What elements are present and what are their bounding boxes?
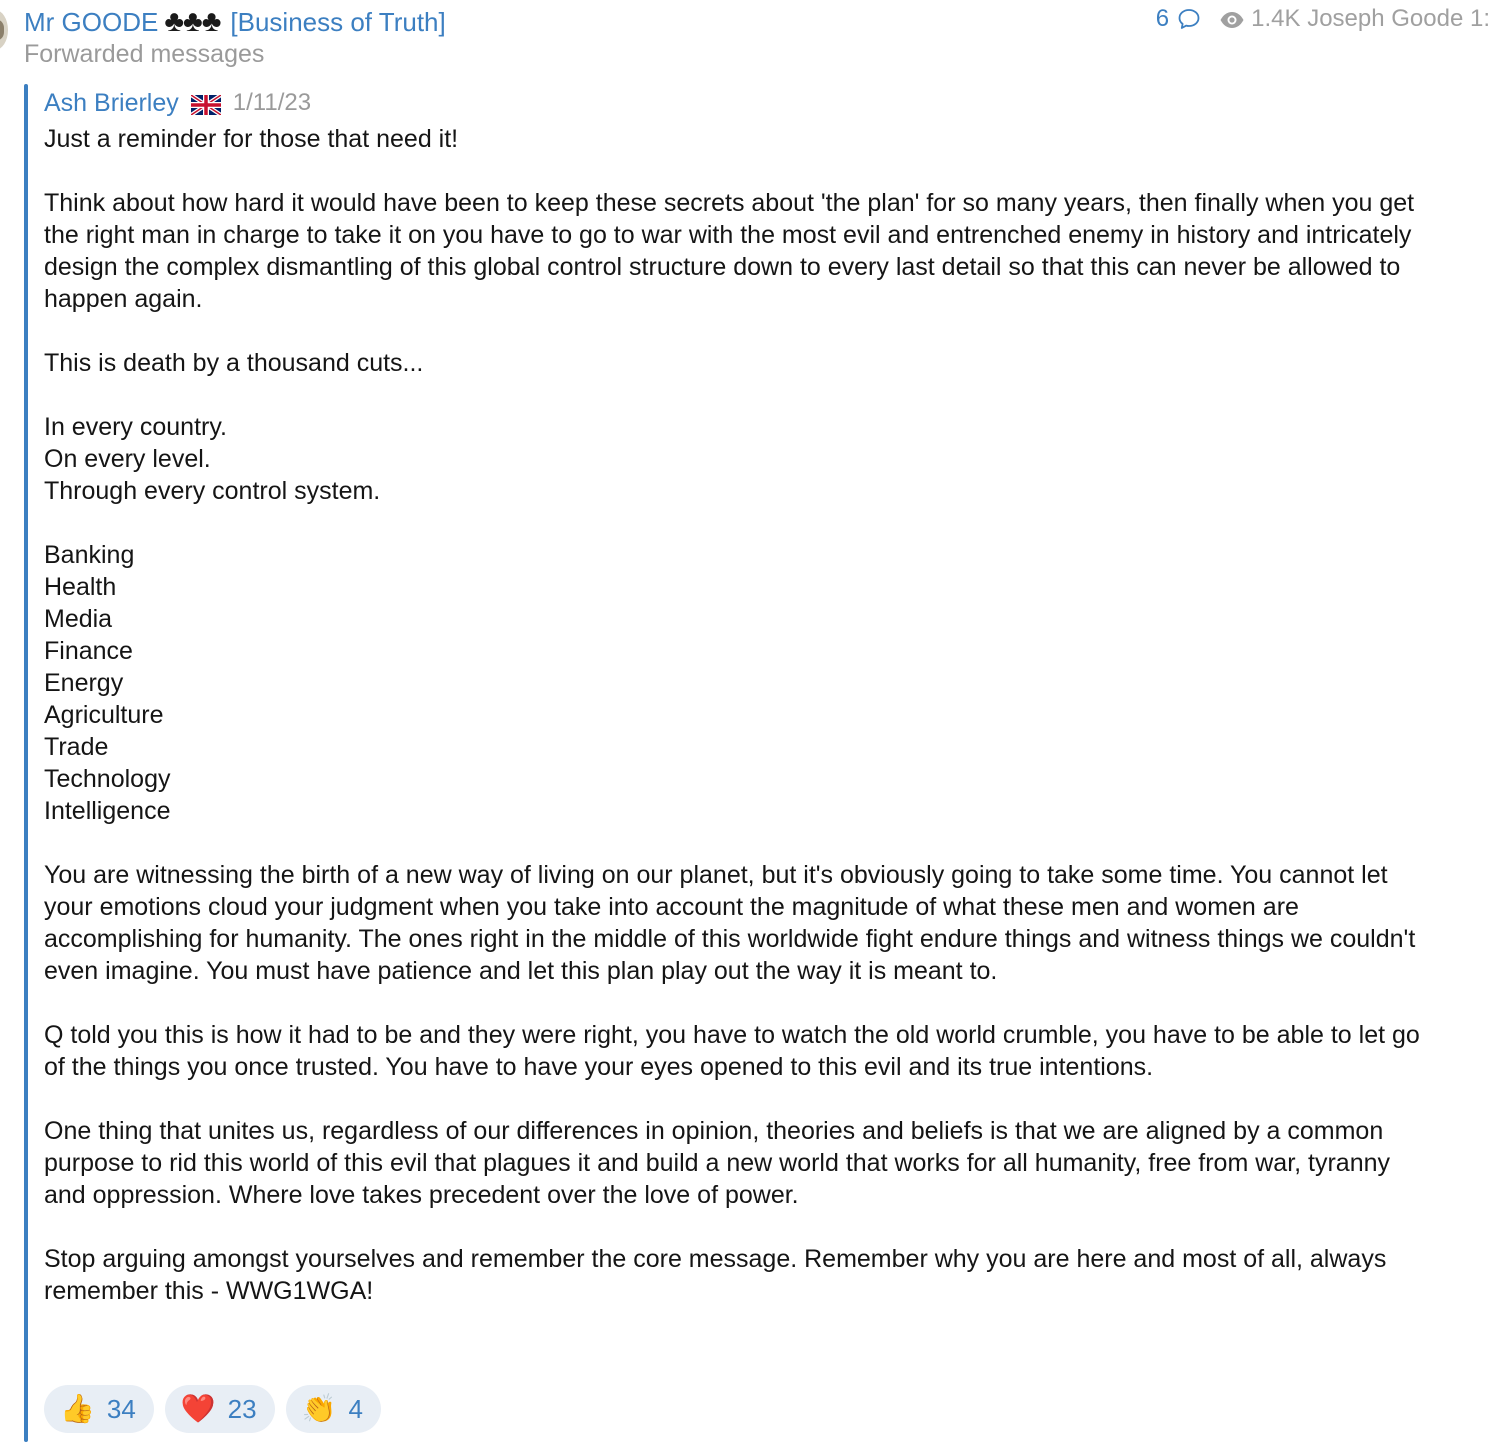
reaction-heart[interactable] xyxy=(165,1385,275,1433)
message-line: In every country. xyxy=(44,413,227,441)
comment-bubble-icon[interactable] xyxy=(1177,7,1201,31)
red-heart-icon: ❤️ xyxy=(180,1393,216,1424)
message-line: On every level. xyxy=(44,445,211,473)
reaction-count: 34 xyxy=(106,1393,136,1424)
message-paragraph: This is death by a thousand cuts... xyxy=(44,349,424,377)
message-paragraph: Think about how hard it would have been to keep these secrets about 'the plan' for so many years, then finally when you get the right man in charge to take it on you have to go to war with the most evil and entrenched enemy in history and intricately design the complex dismantling of this global control structure down to every last detail so that this can never be allowed to happen again. xyxy=(44,189,1415,313)
list-item: Banking xyxy=(44,541,135,569)
reactions-bar xyxy=(44,1385,381,1433)
message-paragraph: You are witnessing the birth of a new way of living on our planet, but it's obviously going to take some time. You cannot let your emotions cloud your judgment when you take into account the magnitude of what these men and women are accomplishing for humanity. The ones right in the middle of this worldwide fight endure things and witness things we couldn't even imagine. You must have patience and let this plan play out the way it is meant to. xyxy=(44,861,1416,985)
channel-symbols: ♣♣♣ xyxy=(164,5,221,38)
clapping-hands-icon: 👏 xyxy=(301,1393,337,1424)
reaction-clap[interactable] xyxy=(286,1385,381,1433)
list-item: Intelligence xyxy=(44,797,171,825)
forwarded-header xyxy=(44,86,311,120)
channel-tag: [Business of Truth] xyxy=(230,6,446,37)
replies-count[interactable]: 6 xyxy=(1155,5,1170,32)
message-paragraph: Just a reminder for those that need it! xyxy=(44,125,459,153)
message-paragraph: One thing that unites us, regardless of our differences in opinion, theories and beliefs is that we are aligned by a common purpose to rid this world of this evil that plagues it and build a new world that works for all humanity, free from war, tyranny and oppression. Where love takes precedent over the love of power. xyxy=(44,1117,1391,1209)
reaction-count: 23 xyxy=(227,1393,257,1424)
list-item: Agriculture xyxy=(44,701,164,729)
channel-header xyxy=(24,3,446,41)
list-item: Health xyxy=(44,573,117,601)
eye-icon xyxy=(1219,9,1245,29)
reaction-count: 4 xyxy=(348,1393,363,1424)
message-body xyxy=(44,123,1424,1307)
uk-flag-icon xyxy=(191,93,221,113)
forwarded-date: 1/11/23 xyxy=(232,89,312,116)
reaction-thumbs-up[interactable] xyxy=(44,1385,154,1433)
message-meta xyxy=(1156,2,1490,36)
list-item: Trade xyxy=(44,733,109,761)
list-item: Technology xyxy=(44,765,171,793)
thumbs-up-icon: 👍 xyxy=(60,1393,95,1424)
message-paragraph: Q told you this is how it had to be and they were right, you have to watch the old world crumble, you have to be able to let go of the things you once trusted. You have to have your eyes opened to this evil and its true intentions. xyxy=(44,1021,1420,1081)
message-paragraph: Stop arguing amongst yourselves and remember the core message. Remember why you are here and most of all, always remember this - WWG1WGA! xyxy=(44,1245,1387,1305)
forward-quote-bar xyxy=(24,84,28,1442)
channel-name[interactable]: Mr GOODE xyxy=(24,6,159,37)
message-line: Through every control system. xyxy=(44,477,381,505)
list-item: Finance xyxy=(44,637,133,665)
channel-avatar[interactable] xyxy=(0,10,8,50)
forwarded-sender[interactable]: Ash Brierley xyxy=(44,88,179,117)
forwarded-label: Forwarded messages xyxy=(24,40,265,68)
list-item: Media xyxy=(44,605,113,633)
views-and-author: 1.4K Joseph Goode 1: xyxy=(1251,5,1490,32)
list-item: Energy xyxy=(44,669,124,697)
